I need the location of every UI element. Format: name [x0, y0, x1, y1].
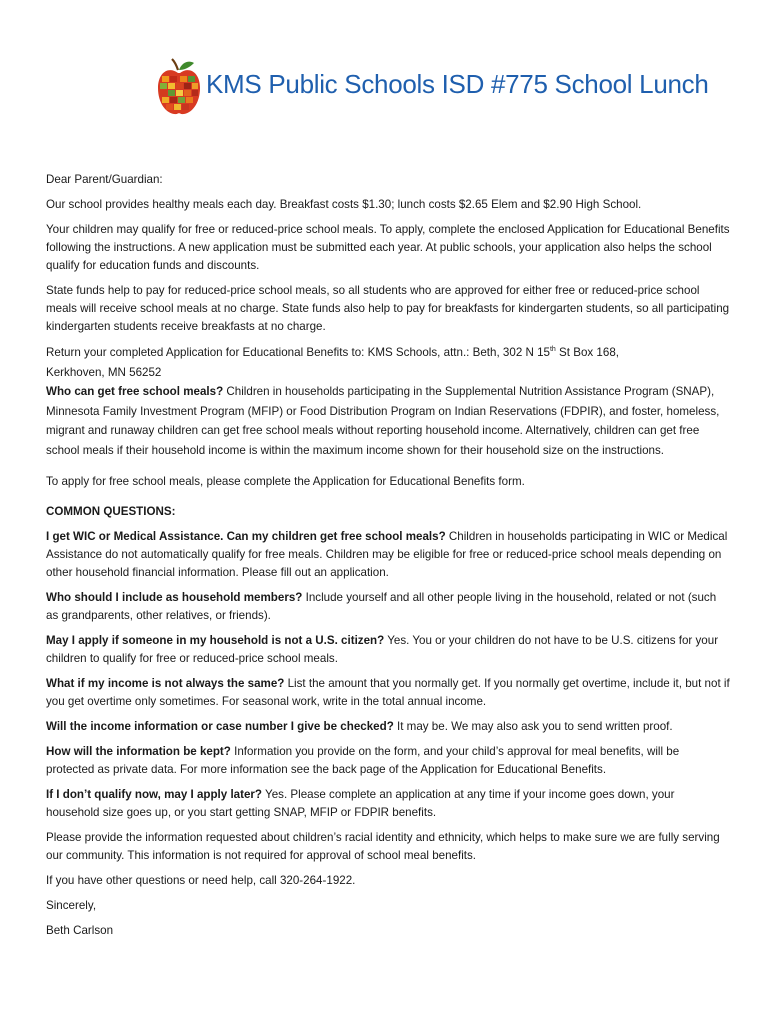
faq-answer: Children in households participating in WIC or Medical Assistance do not automatically qualify for free meals. Children may be eligible for free or reduced-price school meals depending on other household financial information. Please fill out an application. [46, 529, 728, 579]
faq-item [46, 589, 730, 625]
return-address-line: Return your completed Application for Educational Benefits to: KMS Schools, attn.: Beth, 302 N 15 [46, 346, 550, 359]
free-meals-answer: Children in households participating in the Supplemental Nutrition Assistance Program (SNAP), Minnesota Family Investment Program (MFIP) or Food Distribution Program on Indian Reservations (FDPIR), and foster, homeless, migrant and runaway children can get free school meals without reporting household income. Alternatively, children can get free school meals if their household income is within the maximum income shown for their household size on the instructions. [46, 385, 720, 457]
faq-item [46, 743, 730, 779]
common-questions-heading: COMMON QUESTIONS: [46, 504, 176, 518]
free-meals-paragraph [46, 382, 730, 460]
letter-body [46, 171, 730, 947]
return-address-city: Kerkhoven, MN 56252 [46, 365, 162, 379]
faq-question: Who should I include as household members? [46, 590, 303, 604]
faq-question: May I apply if someone in my household is not a U.S. citizen? [46, 633, 385, 647]
faq-answer: It may be. We may also ask you to send written proof. [393, 719, 673, 733]
faq-answer: Yes. You or your children do not have to be U.S. citizens for your children to qualify for free or reduced-price school meals. [46, 633, 719, 665]
faq-question: Will the income information or case number I give be checked? [46, 719, 394, 733]
faq-question: What if my income is not always the same? [46, 676, 285, 690]
page-title: KMS Public Schools ISD #775 School Lunch [206, 69, 709, 99]
faq-question: If I don’t qualify now, may I apply later? [46, 787, 263, 801]
faq-item [46, 675, 730, 711]
closing: Sincerely, [46, 898, 97, 912]
apply-paragraph: To apply for free school meals, please complete the Application for Educational Benefits form. [46, 474, 525, 488]
racial-identity-paragraph: Please provide the information requested about children’s racial identity and ethnicity, which helps to make sure we are fully serving our community. This information is not required for approval of school meal benefits. [46, 830, 720, 862]
faq-item [46, 528, 730, 582]
ordinal-suffix: th [549, 346, 556, 354]
faq-item [46, 632, 730, 668]
faq-item [46, 718, 730, 736]
faq-answer: List the amount that you normally get. If you normally get overtime, include it, but not if you get overtime only sometimes. For seasonal work, write in the total annual income. [46, 676, 730, 708]
faq-item [46, 786, 730, 822]
faq-answer: Include yourself and all other people living in the household, related or not (such as grandparents, other relatives, or friends). [46, 590, 717, 622]
return-address-paragraph [46, 343, 730, 382]
apple-mosaic-icon [156, 58, 202, 116]
faq-answer: Information you provide on the form, and your child’s approval for meal benefits, will be protected as private data. For more information see the back page of the Application for Educational Benefits. [46, 744, 680, 776]
faq-question: I get WIC or Medical Assistance. Can my children get free school meals? [46, 529, 446, 543]
return-address-box: St Box 168, [555, 346, 619, 359]
salutation: Dear Parent/Guardian: [46, 173, 163, 186]
letterhead [156, 58, 746, 118]
free-meals-question: Who can get free school meals? [46, 385, 224, 399]
meal-costs-paragraph: Our school provides healthy meals each day. Breakfast costs $1.30; lunch costs $2.65 Elem and $2.90 High School. [46, 198, 642, 211]
faq-question: How will the information be kept? [46, 744, 231, 758]
eligibility-paragraph: Your children may qualify for free or reduced-price school meals. To apply, complete the enclosed Application for Educational Benefits following the instructions. A new application must be submitted each year. At public schools, your application also helps the school qualify for education funds and discounts. [46, 223, 730, 272]
help-paragraph: If you have other questions or need help, call 320-264-1922. [46, 873, 356, 887]
state-funds-paragraph: State funds help to pay for reduced-price school meals, so all students who are approved for either free or reduced-price school meals will receive school meals at no charge. State funds also help to pay for breakfasts for kindergarten students, so all participating kindergarten students receive breakfasts at no charge. [46, 284, 730, 333]
signature: Beth Carlson [46, 923, 114, 937]
faq-answer: Yes. Please complete an application at any time if your income goes down, your household size goes up, or you start getting SNAP, MFIP or FDPIR benefits. [46, 787, 675, 819]
